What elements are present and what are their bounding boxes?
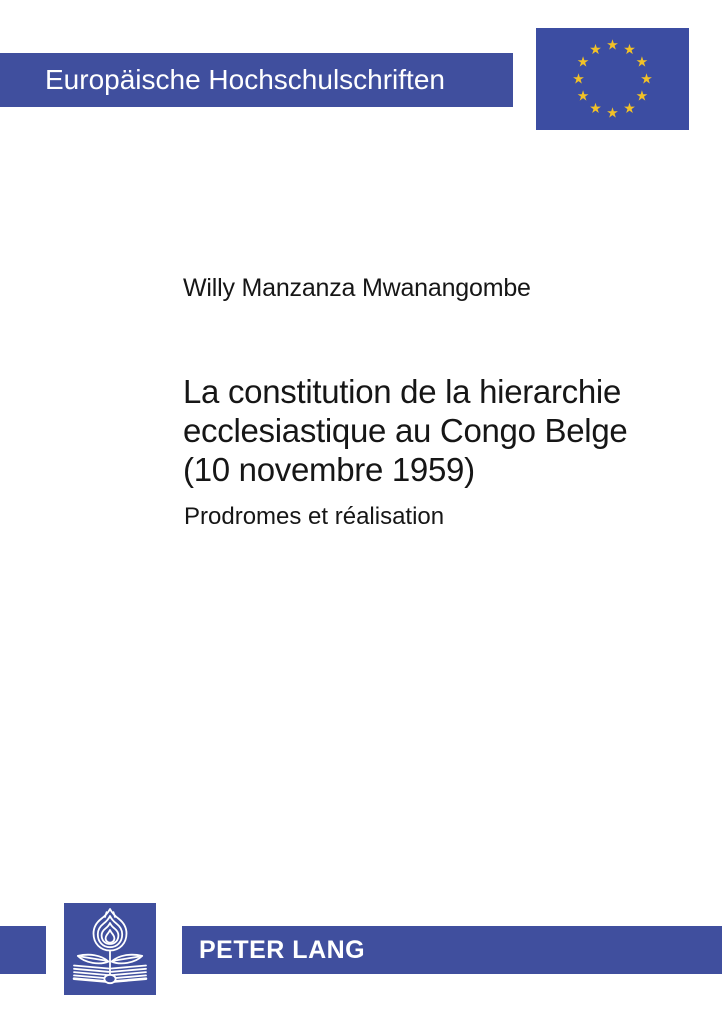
title-line-1: La constitution de la hierarchie bbox=[183, 373, 622, 410]
peter-lang-logo-icon bbox=[64, 903, 156, 995]
title-line-2: ecclesiastique au Congo Belge bbox=[183, 412, 628, 449]
eu-flag-icon bbox=[536, 28, 689, 130]
book-title bbox=[183, 372, 627, 489]
footer-left-bar bbox=[0, 926, 46, 974]
book-subtitle: Prodromes et réalisation bbox=[184, 503, 445, 530]
series-title: Europäische Hochschulschriften bbox=[45, 64, 445, 95]
author-name: Willy Manzanza Mwanangombe bbox=[183, 274, 531, 302]
title-line-3: (10 novembre 1959) bbox=[183, 451, 475, 488]
publisher-name: PETER LANG bbox=[199, 935, 366, 964]
publisher-banner bbox=[182, 926, 722, 974]
series-banner bbox=[0, 53, 513, 107]
